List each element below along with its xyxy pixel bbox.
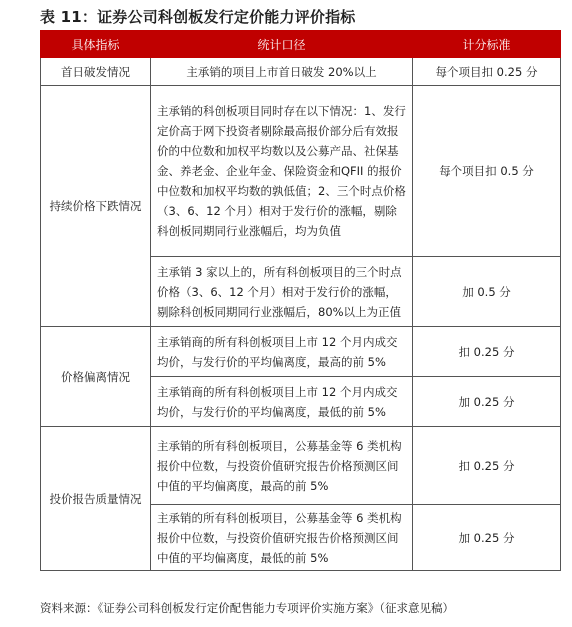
- table-row: [41, 86, 561, 257]
- score-cell: 加 0.25 分: [413, 505, 561, 571]
- criteria-cell: 主承销 3 家以上的，所有科创板项目的三个时点价格（3、6、12 个月）相对于发行价的涨幅，剔除科创板同期同行业涨幅后，80%以上为正值: [151, 257, 413, 327]
- criteria-cell: 主承销的所有科创板项目，公募基金等 6 类机构报价中位数，与投资价值研究报告价格预测区间中值的平均偏离度，最低的前 5%: [151, 505, 413, 571]
- score-cell: 加 0.5 分: [413, 257, 561, 327]
- criteria-cell: 主承销商的所有科创板项目上市 12 个月内成交均价，与发行价的平均偏离度，最高的前 5%: [151, 327, 413, 377]
- score-cell: 扣 0.25 分: [413, 427, 561, 505]
- criteria-cell: 主承销的科创板项目同时存在以下情况：1、发行定价高于网下投资者剔除最高报价部分后有效报价的中位数和加权平均数以及公募产品、社保基金、养老金、企业年金、保险资金和QFII 的报价中位数和加权平均数的孰低值；2、三个时点价格（3、6、12 个月）相对于发行价的涨幅，剔除科创板同期同行业涨幅后，均为负值: [151, 86, 413, 257]
- indicator-cell: 投价报告质量情况: [41, 427, 151, 571]
- score-cell: 加 0.25 分: [413, 377, 561, 427]
- evaluation-table: [40, 30, 561, 571]
- table-row: [41, 58, 561, 86]
- column-header-indicator: 具体指标: [41, 31, 151, 58]
- criteria-cell: 主承销商的所有科创板项目上市 12 个月内成交均价，与发行价的平均偏离度，最低的前 5%: [151, 377, 413, 427]
- table-row: [41, 327, 561, 377]
- column-header-criteria: 统计口径: [151, 31, 413, 58]
- score-cell: 扣 0.25 分: [413, 327, 561, 377]
- column-header-score: 计分标准: [413, 31, 561, 58]
- indicator-cell: 持续价格下跌情况: [41, 86, 151, 327]
- score-cell: 每个项目扣 0.25 分: [413, 58, 561, 86]
- table-title: 表 11：证券公司科创板发行定价能力评价指标: [40, 8, 356, 26]
- source-note: 资料来源：《证券公司科创板发行定价配售能力专项评价实施方案》（征求意见稿）: [40, 601, 454, 615]
- criteria-cell: 主承销的项目上市首日破发 20%以上: [151, 58, 413, 86]
- indicator-cell: 价格偏离情况: [41, 327, 151, 427]
- table-row: [41, 427, 561, 505]
- criteria-cell: 主承销的所有科创板项目，公募基金等 6 类机构报价中位数，与投资价值研究报告价格预测区间中值的平均偏离度，最高的前 5%: [151, 427, 413, 505]
- table-header-row: [41, 31, 561, 58]
- score-cell: 每个项目扣 0.5 分: [413, 86, 561, 257]
- indicator-cell: 首日破发情况: [41, 58, 151, 86]
